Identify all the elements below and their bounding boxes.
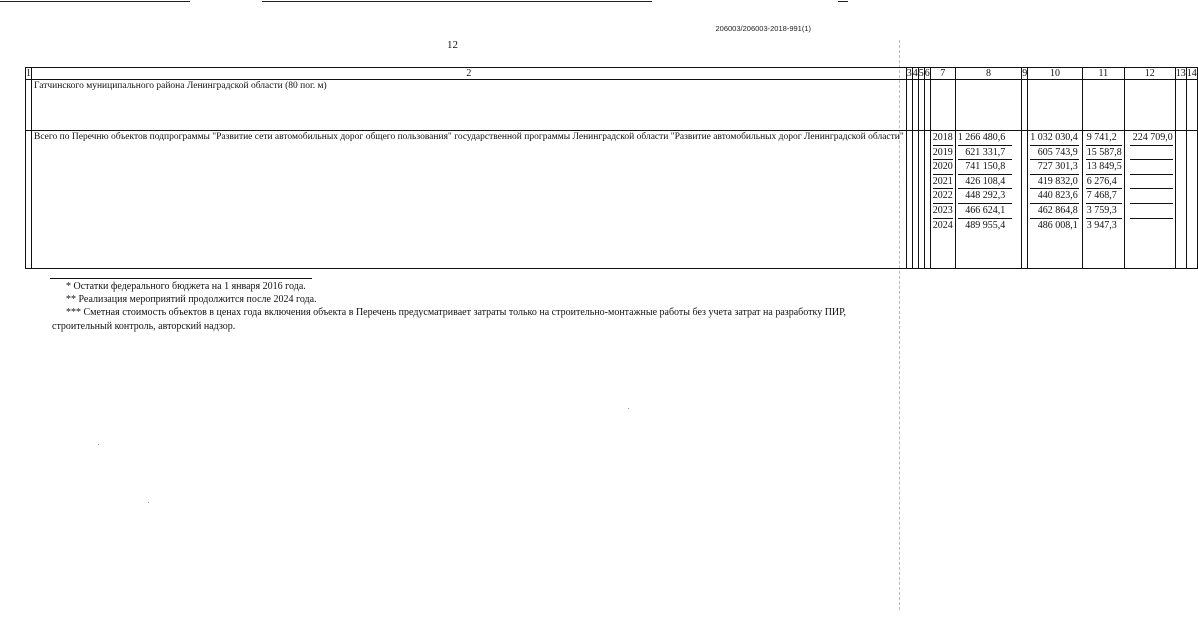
year-value: 2023: [932, 204, 953, 216]
scan-speck: [98, 444, 99, 445]
column-11-value: 3 759,3: [1086, 203, 1122, 218]
scan-top-rule-right: [838, 1, 848, 2]
year-value: 2024: [932, 219, 953, 231]
column-10-value: 1 032 030,4: [1030, 132, 1078, 143]
column-11-value: 7 468,7: [1086, 188, 1122, 203]
column-number: 8: [955, 68, 1022, 80]
column-12-value: [1130, 174, 1173, 189]
table-cell: [1175, 131, 1186, 269]
scan-speck: [148, 502, 149, 503]
footnote-divider: [50, 278, 312, 279]
total-cost-value: 448 292,3: [958, 188, 1013, 203]
total-cost-value: 489 955,4: [958, 218, 1013, 233]
column-10: [1028, 131, 1083, 269]
total-cost-value: 1 266 480,6: [957, 132, 1006, 143]
total-cost-value: 621 331,7: [958, 145, 1013, 160]
year-value: 2018: [932, 132, 953, 143]
column-number: 4: [912, 68, 918, 79]
column-number: 3: [906, 68, 912, 79]
column-number-row: [26, 68, 1198, 80]
column-number: 12: [1124, 68, 1175, 80]
table-cell: [930, 80, 955, 131]
object-name-cell: Гатчинского муниципального района Ленинградской области (80 пог. м): [32, 80, 907, 131]
column-11-value: 9 741,2: [1086, 132, 1117, 143]
year-value: 2022: [932, 190, 953, 202]
column-number: 10: [1028, 68, 1083, 80]
footnote-2: ** Реализация мероприятий продолжится после 2024 года.: [66, 294, 317, 305]
column-11-stack: [1085, 131, 1122, 232]
total-cost-column: [955, 131, 1022, 269]
column-number: 6: [924, 68, 930, 79]
column-10-value: 462 864,8: [1030, 203, 1079, 218]
column-number: 13: [1175, 68, 1186, 79]
table-cell: [1028, 80, 1083, 131]
table-cell: [1186, 131, 1197, 269]
column-number: 5: [918, 68, 924, 79]
column-12-value: [1130, 145, 1173, 160]
table-row-total: [26, 131, 1198, 269]
column-11-value: 3 947,3: [1086, 218, 1122, 233]
column-10-stack: [1030, 131, 1080, 232]
column-11-value: 6 276,4: [1086, 174, 1122, 189]
column-11: [1082, 131, 1124, 269]
column-11-value: 15 587,8: [1086, 146, 1122, 158]
year-stack: [933, 131, 953, 232]
column-number: 1: [26, 68, 31, 79]
table-cell: [1175, 80, 1186, 131]
year-value: 2020: [932, 161, 953, 173]
column-12-value: [1130, 159, 1173, 174]
column-number: 2: [32, 68, 907, 80]
scan-top-rule-mid: [262, 1, 652, 2]
table-cell: [955, 80, 1022, 131]
scan-speck: [628, 408, 629, 409]
column-12-value: 224 709,0: [1132, 132, 1173, 143]
total-cost-value: 466 624,1: [958, 203, 1013, 218]
total-cost-value: 741 150,8: [958, 159, 1013, 174]
column-number: 14: [1186, 68, 1197, 79]
table-row-gatchina: [26, 80, 1198, 131]
column-number: 9: [1022, 68, 1028, 79]
document-code: 206003/206003-2018-991(1): [715, 24, 811, 33]
objects-table: [25, 67, 1198, 269]
column-12-value: [1130, 203, 1173, 218]
column-11-value: 13 849,5: [1086, 161, 1122, 173]
column-10-value: 727 301,3: [1030, 159, 1079, 174]
footnote-3: *** Сметная стоимость объектов в ценах года включения объекта в Перечень предусматривает затраты только на строительно-монтажные работы без учета затрат на разработку ПИР, строительный контроль, авторский надзор.: [52, 307, 846, 332]
table-cell: [1124, 80, 1175, 131]
column-12-value: [1130, 188, 1173, 203]
year-value: 2021: [932, 175, 953, 187]
column-12: [1124, 131, 1175, 269]
year-value: 2019: [932, 146, 953, 158]
column-10-value: 440 823,6: [1030, 188, 1079, 203]
year-column: [930, 131, 955, 269]
page-number: 12: [447, 39, 458, 51]
column-number: 11: [1082, 68, 1124, 80]
column-10-value: 486 008,1: [1030, 218, 1079, 233]
column-10-value: 419 832,0: [1030, 174, 1079, 189]
total-cost-stack: [958, 131, 1020, 232]
column-number: 7: [930, 68, 955, 80]
total-name-cell: Всего по Перечню объектов подпрограммы "Развитие сети автомобильных дорог общего пользования" государственной программы Ленинградской области "Развитие автомобильных дорог Ленинградской области": [32, 131, 907, 269]
table-cell: [1186, 80, 1197, 131]
column-12-value: [1130, 218, 1173, 233]
footnote-1: * Остатки федерального бюджета на 1 января 2016 года.: [66, 281, 306, 292]
scan-top-rule-left: [0, 1, 190, 2]
total-cost-value: 426 108,4: [958, 174, 1013, 189]
column-12-stack: [1127, 131, 1173, 232]
table-cell: [1082, 80, 1124, 131]
column-10-value: 605 743,9: [1030, 145, 1079, 160]
